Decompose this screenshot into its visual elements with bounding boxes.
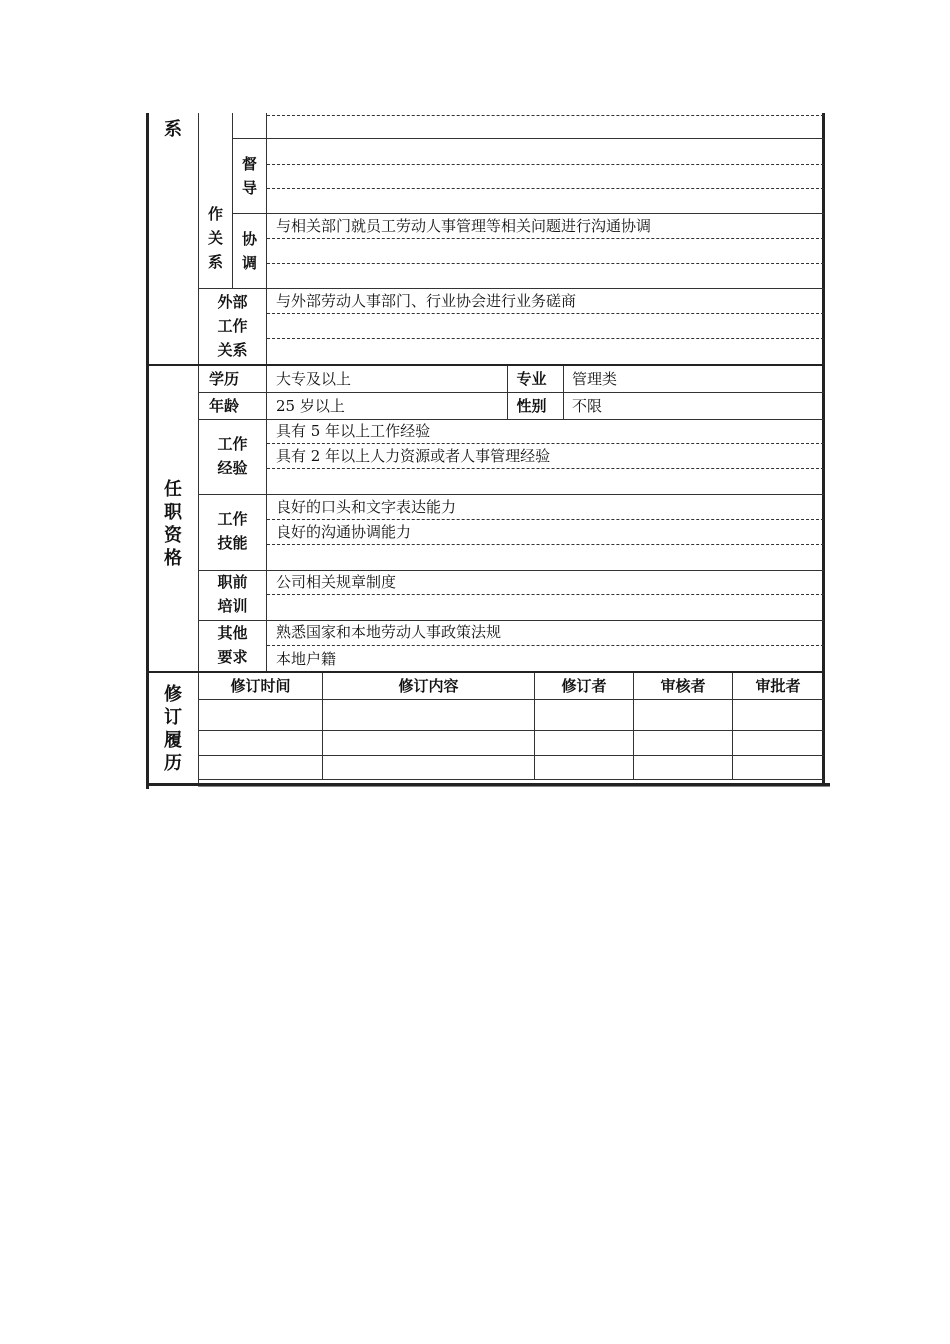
table-row xyxy=(198,779,824,780)
dashed-line xyxy=(267,238,824,239)
row-line xyxy=(232,138,824,139)
rev-header-reviewer: 审核者 xyxy=(660,677,706,695)
gender-value: 不限 xyxy=(572,397,603,415)
row-line xyxy=(232,213,824,214)
education-value: 大专及以上 xyxy=(276,370,352,388)
experience-item-1: 具有 5 年以上工作经验 xyxy=(276,422,431,440)
relations-section-label: 系 xyxy=(164,119,182,140)
table-row xyxy=(198,755,824,756)
dashed-line xyxy=(267,263,824,264)
other-item-2: 本地户籍 xyxy=(276,650,337,668)
education-label: 学历 xyxy=(208,370,239,388)
table-row xyxy=(198,699,824,700)
section-divider-qualifications xyxy=(148,364,824,366)
rev-header-reviser: 修订者 xyxy=(561,677,607,695)
row-line xyxy=(198,419,824,420)
rev-header-approver: 审批者 xyxy=(755,677,801,695)
dashed-line xyxy=(267,645,824,646)
experience-label: 工作 经验 xyxy=(217,435,248,477)
dashed-line xyxy=(267,188,824,189)
experience-item-2: 具有 2 年以上人力资源或者人事管理经验 xyxy=(276,447,551,465)
coordinate-text: 与相关部门就员工劳动人事管理等相关问题进行沟通协调 xyxy=(276,217,652,235)
table-bottom-shadow xyxy=(198,786,830,787)
supervise-label: 督 导 xyxy=(241,155,257,197)
external-text: 与外部劳动人事部门、行业协会进行业务磋商 xyxy=(276,292,577,310)
row-line xyxy=(198,570,824,571)
dashed-line xyxy=(267,313,824,314)
gender-label: 性别 xyxy=(516,397,547,415)
major-value: 管理类 xyxy=(572,370,618,388)
row-line xyxy=(198,494,824,495)
dashed-line xyxy=(267,443,824,444)
other-item-1: 熟悉国家和本地劳动人事政策法规 xyxy=(276,623,502,641)
section-divider-revision xyxy=(148,671,824,673)
row-line xyxy=(198,620,824,621)
skills-label: 工作 技能 xyxy=(217,510,248,552)
dashed-line xyxy=(267,468,824,469)
major-label: 专业 xyxy=(516,370,547,388)
row-line xyxy=(198,392,824,393)
internal-relations-label: 作 关 系 xyxy=(207,205,223,271)
age-label: 年龄 xyxy=(208,397,239,415)
dashed-line xyxy=(267,594,824,595)
dashed-line xyxy=(267,115,824,116)
revision-section-label: 修 订 履 历 xyxy=(164,684,182,774)
skills-item-2: 良好的沟通协调能力 xyxy=(276,523,412,541)
qualifications-section-label: 任 职 资 格 xyxy=(164,479,182,569)
skills-item-1: 良好的口头和文字表达能力 xyxy=(276,498,457,516)
col-divider-3 xyxy=(266,113,267,673)
age-value: 25 岁以上 xyxy=(276,397,345,415)
dashed-line xyxy=(267,164,824,165)
table-row xyxy=(198,730,824,731)
coordinate-label: 协 调 xyxy=(241,230,257,272)
training-label: 职前 培训 xyxy=(217,573,248,615)
rev-header-time: 修订时间 xyxy=(230,677,291,695)
external-relations-label: 外部 工作 关系 xyxy=(217,293,248,359)
other-requirements-label: 其他 要求 xyxy=(217,624,248,666)
rev-header-content: 修订内容 xyxy=(398,677,459,695)
training-value: 公司相关规章制度 xyxy=(276,573,397,591)
dashed-line xyxy=(267,544,824,545)
row-line xyxy=(198,288,824,289)
dashed-line xyxy=(267,519,824,520)
dashed-line xyxy=(267,338,824,339)
